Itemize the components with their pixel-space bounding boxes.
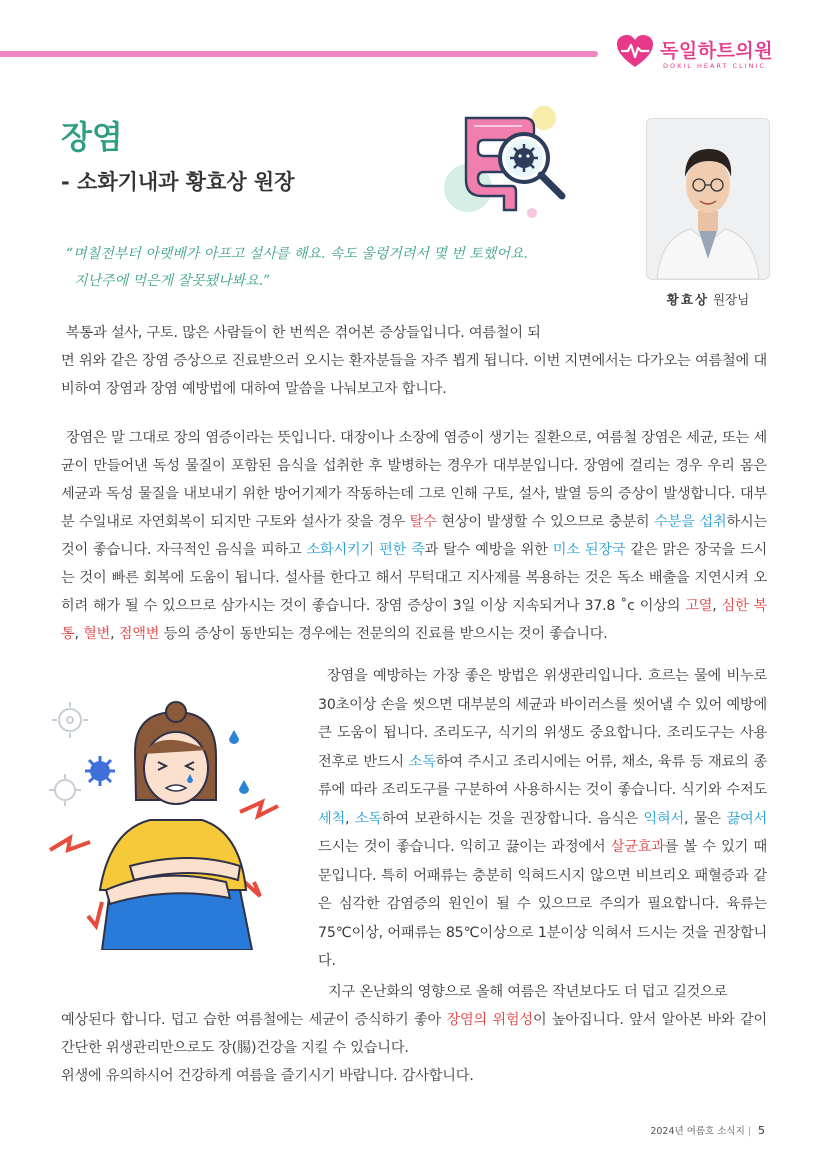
text-run: , 물은 xyxy=(684,810,727,827)
text-run: 하여 주시고 조리시에는 어류, 채소, 육류 등 재료의 종류에 따라 조리도구를 구분하여 사용하시는 것이 좋습니다. 식기와 수저도 xyxy=(318,753,767,798)
text-run: 장염은 말 그대로 장의 염증이라는 뜻입니다. 대장이나 소장에 염증이 생기는 질환으로, 여름철 장염은 세균, 또는 세균이 만들어낸 독성 물질이 포함된 음식을 섭취한 후 발병하는 경우가 대부분입니다. 장염에 걸리는 경우 우리 몸은 세균과 독성 물질을 내보내기 위한 방어기제가 작동하는데 그로 인해 구토, 설사, 발열 등의 증상이 발생합니다. 대부분 수일내로 자연회복이 되지만 구토와 설사가 잦을 경우 xyxy=(61,430,767,530)
highlight-sterilize: 살균효과 xyxy=(610,839,665,855)
highlight-wash: 세척 xyxy=(318,810,346,827)
intro-rest: 면 위와 같은 장염 증상으로 진료받으러 오시는 환자분들을 자주 뵙게 됩니다. 이번 지면에서는 다가오는 여름철에 대비하여 장염과 장염 예방법에 대하여 말씀을 나눠보고자 합니다. xyxy=(61,353,767,397)
intro-line-1: 복통과 설사, 구토. 많은 사람들이 한 번씩은 겪어본 증상들입니다. 여름철이 되 xyxy=(66,325,541,341)
heart-pulse-icon xyxy=(616,34,654,70)
text-run: 과 탈수 예방을 위한 xyxy=(424,542,553,558)
text-run: 를 볼 수 있기 때문입니다. 특히 어패류는 충분히 익혀드시지 않으면 비브리오 패혈증과 같은 심각한 감염증의 원인이 될 수 있으므로 주의가 필요합니다. 육류는 75℃이상, 어패류는 85℃이상으로 1분이상 익혀서 드시는 것을 권장합니다. xyxy=(318,839,767,969)
text-run: , xyxy=(110,626,119,642)
text-run: 장염을 예방하는 가장 좋은 방법은 위생관리입니다. 흐르는 물에 비누로 30초이상 손을 씻으면 대부분의 세균과 바이러스를 씻어낼 수 있어 예방에 큰 도움이 됩니다. 조리도구, 식기의 위생도 중요합니다. 조리도구는 사용 전후로 반드시 xyxy=(318,668,767,770)
stomachache-woman-illustration xyxy=(40,690,315,950)
paragraph-closing xyxy=(61,978,767,1090)
doctor-photo xyxy=(646,118,770,280)
text-run: 같은 맑은 장국을 드시는 것이 빠른 회복에 도움이 됩니다. 설사를 한다고 해서 무턱대고 지사제를 복용하는 것은 독소 배출을 지연시켜 오히려 해가 될 수 있으므로 삼가시는 것이 좋습니다. 장염 증상이 3일 이상 지속되거나 37.8 ˚c 이상의 xyxy=(61,542,767,614)
highlight-disinfect-2: 소독 xyxy=(354,810,382,827)
text-run: 하시는 것이 좋습니다. 자극적인 음식을 피하고 xyxy=(61,514,767,558)
quote-line-2: 지난주에 먹은게 잘못됐나봐요.” xyxy=(74,273,271,289)
paragraph-intro xyxy=(61,319,767,403)
highlight-mucus-stool: 점액변 xyxy=(118,626,160,642)
page-footer xyxy=(600,1123,765,1137)
text-run: , xyxy=(74,626,84,642)
text-run: 등의 증상이 동반되는 경우에는 전문의의 진료를 받으시는 것이 좋습니다. xyxy=(159,626,608,642)
text-run: 현상이 발생할 수 있으므로 충분히 xyxy=(436,514,655,530)
highlight-bloody-stool: 혈변 xyxy=(83,626,111,642)
article-subtitle: - 소화기내과 황효상 원장 xyxy=(61,170,295,194)
patient-quote xyxy=(66,241,626,295)
logo-name: 독일하트의원 xyxy=(660,40,774,62)
highlight-risk: 장염의 위험성 xyxy=(446,1012,533,1028)
paragraph-definition xyxy=(61,424,767,648)
footer-separator: | xyxy=(747,1126,751,1137)
highlight-abdominal-pain: 심한 복통 xyxy=(61,598,768,642)
paragraph-prevention xyxy=(318,662,767,976)
closing-thanks: 위생에 유의하시어 건강하게 여름을 즐기시기 바랍니다. 감사합니다. xyxy=(61,1068,474,1084)
text-run: , xyxy=(712,598,722,614)
article-title: 장염 xyxy=(61,118,123,156)
highlight-disinfect: 소독 xyxy=(408,753,436,770)
closing-line-1: 지구 온난화의 영향으로 올해 여름은 작년보다도 더 덥고 길것으로 xyxy=(328,984,728,1000)
header-accent-line xyxy=(0,51,598,57)
logo-subtitle: DOKIL HEART CLINIC xyxy=(663,62,766,70)
text-run: 예상된다 합니다. 덥고 습한 여름철에는 세균이 증식하기 좋아 xyxy=(61,1012,447,1028)
highlight-cook: 익혀서 xyxy=(643,810,685,827)
text-run: 드시는 것이 좋습니다. 익히고 끓이는 과정에서 xyxy=(318,839,611,855)
page-number: 5 xyxy=(758,1124,765,1137)
highlight-porridge: 소화시키기 편한 죽 xyxy=(306,542,425,558)
text-run: 이 높아집니다. 앞서 알아본 바와 같이 간단한 위생관리만으로도 장(腸)건강을 지킬 수 있습니다. xyxy=(61,1012,768,1056)
issue-label: 2024년 여름호 소식지 xyxy=(650,1126,745,1137)
intestine-magnifier-illustration xyxy=(438,100,578,222)
highlight-fever: 고열 xyxy=(685,598,713,614)
text-run: 하여 보관하시는 것을 권장합니다. 음식은 xyxy=(381,810,644,827)
text-run: , xyxy=(345,810,355,827)
highlight-boil: 끓여서 xyxy=(726,810,767,827)
clinic-logo xyxy=(616,34,796,74)
doctor-caption xyxy=(652,290,764,308)
doctor-title: 원장님 xyxy=(712,292,750,307)
highlight-dehydration: 탈수 xyxy=(409,514,437,530)
quote-line-1: “며칠전부터 아랫배가 아프고 설사를 해요. 속도 울렁거려서 몇 번 토했어요. xyxy=(66,246,528,262)
doctor-name: 황효상 xyxy=(666,292,709,307)
highlight-miso-soup: 미소 된장국 xyxy=(552,542,626,558)
doctor-portrait xyxy=(647,119,769,279)
highlight-water-intake: 수분을 섭취 xyxy=(654,514,727,530)
